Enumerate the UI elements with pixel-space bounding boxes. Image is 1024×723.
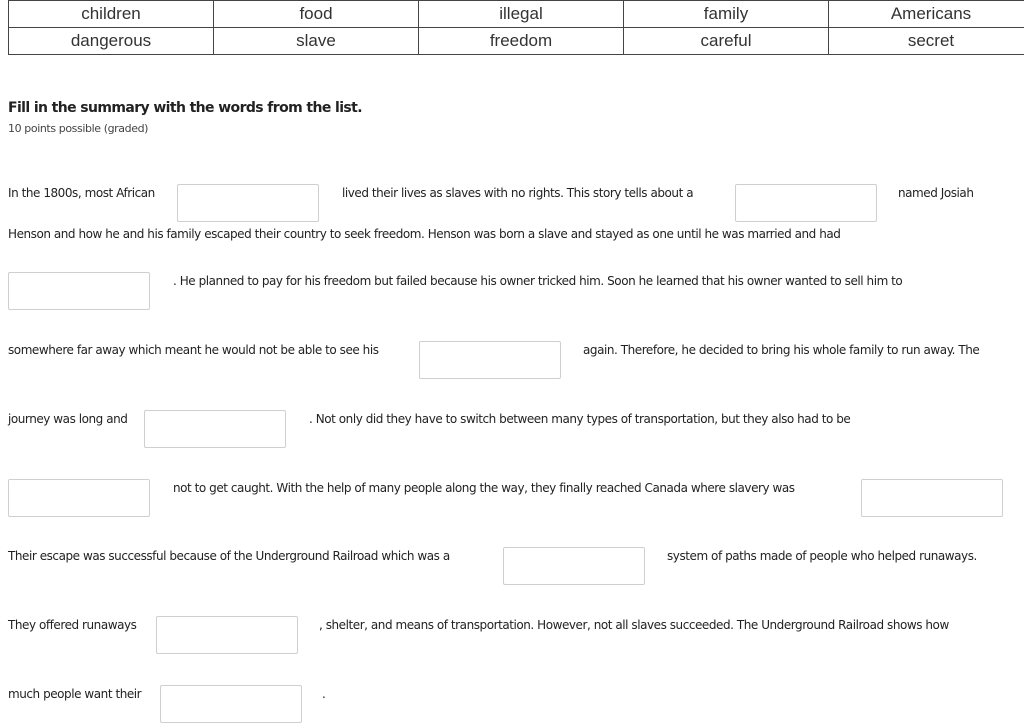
- summary-text: . He planned to pay for his freedom but failed because his owner tricked him. Soon he learned that his owner wanted to sell him to: [173, 274, 902, 288]
- word-bank-cell: secret: [829, 28, 1024, 55]
- word-bank-cell: dangerous: [9, 28, 214, 55]
- word-bank-cell: family: [624, 1, 829, 28]
- blank-input-2[interactable]: [735, 184, 877, 222]
- summary-text: . Not only did they have to switch between many types of transportation, but they also had to be: [309, 412, 850, 426]
- blank-input-10[interactable]: [160, 685, 302, 723]
- blank-input-8[interactable]: [503, 547, 645, 585]
- word-bank-cell: food: [214, 1, 419, 28]
- summary-text: , shelter, and means of transportation. However, not all slaves succeeded. The Underground Railroad shows how: [319, 618, 949, 632]
- summary-text: system of paths made of people who helped runaways.: [667, 549, 977, 563]
- question-title: Fill in the summary with the words from the list.: [8, 100, 362, 116]
- summary-text: much people want their: [8, 687, 141, 701]
- summary-text: again. Therefore, he decided to bring his whole family to run away. The: [583, 343, 979, 357]
- blank-input-7[interactable]: [861, 479, 1003, 517]
- points-label: 10 points possible (graded): [8, 122, 148, 135]
- summary-text: In the 1800s, most African: [8, 186, 155, 200]
- word-bank: [8, 0, 1024, 55]
- summary-text: not to get caught. With the help of many people along the way, they finally reached Canada where slavery was: [173, 481, 795, 495]
- blank-input-6[interactable]: [8, 479, 150, 517]
- word-bank-cell: careful: [624, 28, 829, 55]
- word-bank-cell: Americans: [829, 1, 1024, 28]
- summary-text: Henson and how he and his family escaped their country to seek freedom. Henson was born a slave and stayed as one until he was married and had: [8, 227, 840, 241]
- summary-text: .: [322, 687, 325, 701]
- summary-text: lived their lives as slaves with no rights. This story tells about a: [342, 186, 693, 200]
- word-bank-row: [9, 1, 1024, 28]
- summary-text: somewhere far away which meant he would not be able to see his: [8, 343, 379, 357]
- word-bank-table: [8, 0, 1024, 55]
- summary-text: journey was long and: [8, 412, 127, 426]
- blank-input-4[interactable]: [419, 341, 561, 379]
- word-bank-row: [9, 28, 1024, 55]
- blank-input-9[interactable]: [156, 616, 298, 654]
- word-bank-cell: slave: [214, 28, 419, 55]
- word-bank-cell: illegal: [419, 1, 624, 28]
- word-bank-cell: children: [9, 1, 214, 28]
- blank-input-3[interactable]: [8, 272, 150, 310]
- summary-text: They offered runaways: [8, 618, 136, 632]
- summary-text: named Josiah: [898, 186, 974, 200]
- blank-input-5[interactable]: [144, 410, 286, 448]
- blank-input-1[interactable]: [177, 184, 319, 222]
- word-bank-cell: freedom: [419, 28, 624, 55]
- summary-text: Their escape was successful because of the Underground Railroad which was a: [8, 549, 450, 563]
